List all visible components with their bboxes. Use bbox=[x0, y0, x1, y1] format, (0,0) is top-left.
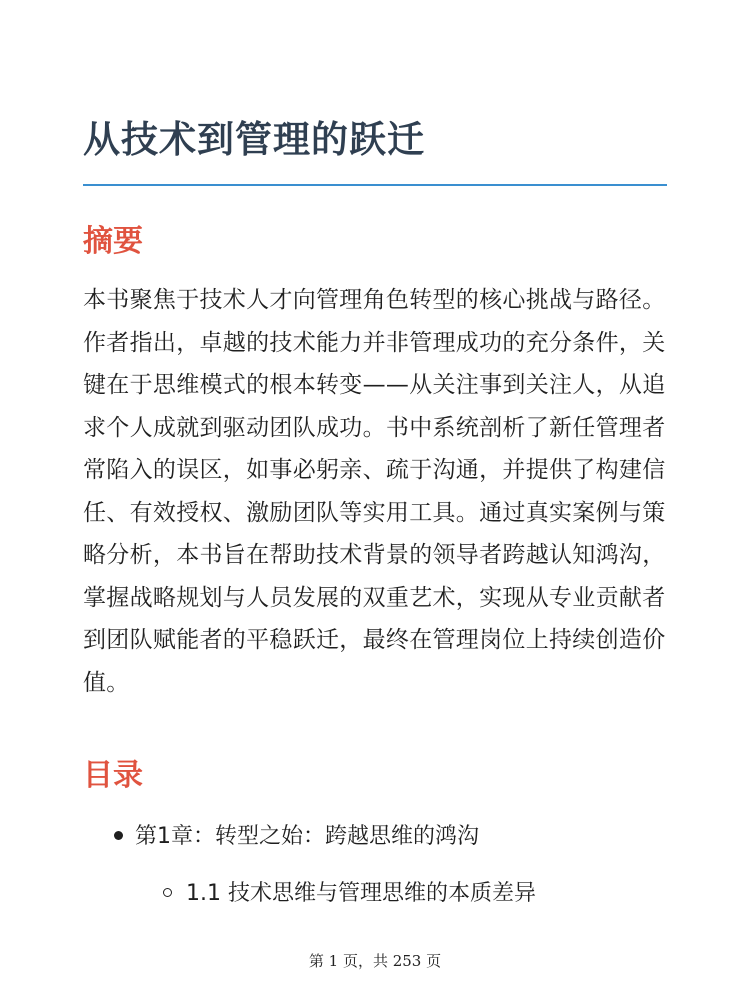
bullet-circle-icon bbox=[163, 888, 172, 897]
toc-item-chapter-1[interactable] bbox=[114, 821, 479, 853]
toc-item-label: 第1章：转型之始：跨越思维的鸿沟 bbox=[135, 824, 479, 849]
page-number: 第 1 页，共 253 页 bbox=[308, 952, 442, 970]
page-title: 从技术到管理的跃迁 bbox=[83, 118, 425, 161]
toc-heading: 目录 bbox=[83, 758, 143, 793]
bullet-dot-icon bbox=[114, 831, 123, 840]
toc-item-section-1-1[interactable] bbox=[163, 878, 536, 910]
title-divider bbox=[83, 184, 667, 186]
abstract-heading: 摘要 bbox=[83, 224, 143, 259]
toc-item-label: 1.1 技术思维与管理思维的本质差异 bbox=[186, 881, 536, 906]
abstract-body: 本书聚焦于技术人才向管理角色转型的核心挑战与路径。作者指出，卓越的技术能力并非管理成功的充分条件，关键在于思维模式的根本转变——从关注事到关注人，从追求个人成就到驱动团队成功。书中系统剖析了新任管理者常陷入的误区，如事必躬亲、疏于沟通，并提供了构建信任、有效授权、激励团队等实用工具。通过真实案例与策略分析，本书旨在帮助技术背景的领导者跨越认知鸿沟，掌握战略规划与人员发展的双重艺术，实现从专业贡献者到团队赋能者的平稳跃迁，最终在管理岗位上持续创造价值。 bbox=[83, 287, 666, 696]
